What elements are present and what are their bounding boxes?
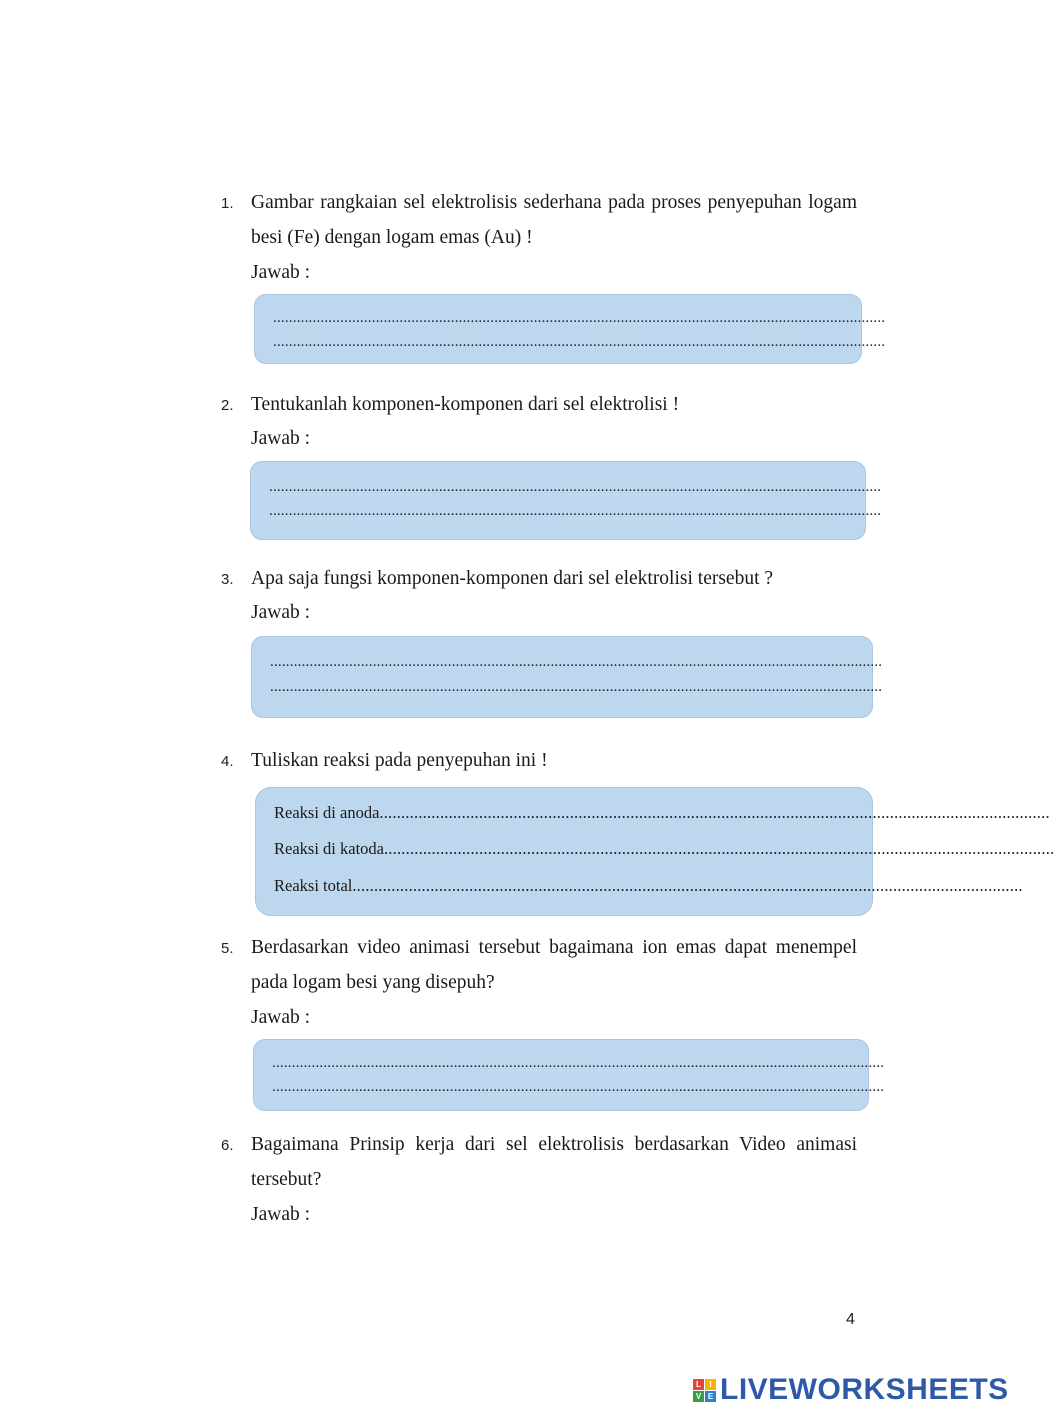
question-text-line: Gambar rangkaian sel elektrolisis sederhana pada proses penyepuhan logam [251,192,857,213]
question-text-line: tersebut? [251,1169,322,1190]
question-text-line: Berdasarkan video animasi tersebut bagaimana ion emas dapat menempel [251,937,857,958]
page-number: 4 [846,1311,855,1328]
answer-dotted-line: ........................................................................................................................................................... [270,654,883,670]
reaction-anode-row [274,803,1050,823]
question-number: 4. [221,753,234,770]
brand-name: LIVEWORKSHEETS [720,1373,1009,1406]
answer-dotted-line: ........................................................................................................................................................... [273,334,886,350]
answer-dotted-line: ........................................................................................................................................................... [272,1079,885,1095]
question-number: 1. [221,195,234,212]
question-text-line: Bagaimana Prinsip kerja dari sel elektrolisis berdasarkan Video animasi [251,1134,857,1155]
reaction-total-label: Reaksi total [274,876,353,895]
reaction-anode-dots: ........................................................................................................................................................... [379,803,1050,822]
answer-label: Jawab : [251,262,311,283]
question-text-line: Apa saja fungsi komponen-komponen dari sel elektrolisi tersebut ? [251,568,774,589]
reaction-cathode-row [274,839,1054,859]
answer-box-5[interactable] [253,1039,885,1111]
question-text-line: pada logam besi yang disepuh? [251,972,495,993]
question-number: 6. [221,1137,234,1154]
question-number: 2. [221,397,234,414]
answer-dotted-line: ........................................................................................................................................................... [272,1055,885,1071]
logo-grid-icon [693,1379,716,1402]
reaction-cathode-dots: ........................................................................................................................................................... [383,839,1054,858]
answer-box-1[interactable] [254,294,886,364]
question-text-line: besi (Fe) dengan logam emas (Au) ! [251,227,533,248]
answer-label: Jawab : [251,1007,311,1028]
answer-dotted-line: ........................................................................................................................................................... [270,679,883,695]
logo-letter: I [705,1379,716,1390]
question-text-line: Tuliskan reaksi pada penyepuhan ini ! [251,750,548,771]
answer-dotted-line: ........................................................................................................................................................... [269,503,882,519]
liveworksheets-logo[interactable] [693,1373,1009,1407]
reaction-total-row [274,876,1023,896]
logo-letter: V [693,1391,704,1402]
answer-box-3[interactable] [251,636,883,718]
answer-label: Jawab : [251,1204,311,1225]
question-text-line: Tentukanlah komponen-komponen dari sel elektrolisi ! [251,394,680,415]
reaction-total-dots: ........................................................................................................................................................... [352,876,1023,895]
question-number: 3. [221,571,234,588]
logo-letter: E [705,1391,716,1402]
reaction-anode-label: Reaksi di anoda [274,803,380,822]
answer-box-2[interactable] [250,461,882,540]
reaction-cathode-label: Reaksi di katoda [274,839,384,858]
answer-label: Jawab : [251,602,311,623]
answer-dotted-line: ........................................................................................................................................................... [269,479,882,495]
answer-dotted-line: ........................................................................................................................................................... [273,310,886,326]
logo-letter: L [693,1379,704,1390]
reaction-box[interactable] [255,787,1054,916]
answer-label: Jawab : [251,428,311,449]
question-number: 5. [221,940,234,957]
